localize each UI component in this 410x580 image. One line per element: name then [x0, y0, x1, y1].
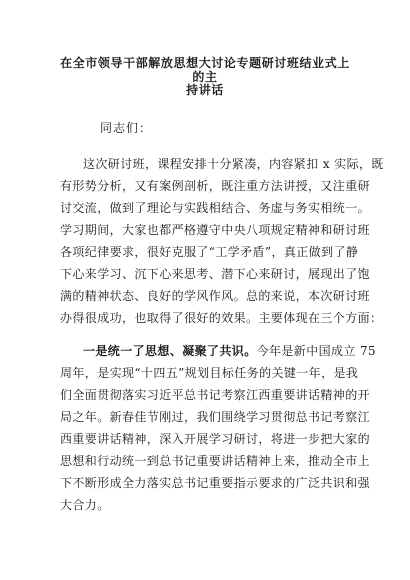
- greeting: 同志们：: [100, 121, 153, 135]
- paragraph-2-lead: 一是统一了思想、凝聚了共识。: [83, 344, 257, 358]
- paragraph-1-line: 满的精神状态、良好的学风作风。总的来说，本次研讨班: [60, 289, 371, 303]
- paragraph-2-first-line-rest: 今年是新中国成立 75: [256, 344, 377, 358]
- document-title-line-2: 持讲话: [186, 83, 224, 97]
- paragraph-1-line: 有形势分析，又有案例剖析，既注重方法讲授，又注重研: [60, 179, 371, 193]
- paragraph-2-line: 下不断形成全力落实总书记重要指示要求的广泛共识和强: [60, 476, 371, 490]
- paragraph-2-line: 局之年。新春佳节刚过，我们围绕学习贯彻总书记考察江: [60, 410, 371, 424]
- paragraph-1-line: 学习期间，大家也都严格遵守中央八项规定精神和研讨班: [60, 223, 371, 237]
- paragraph-2-first-line: [83, 344, 383, 358]
- paragraph-1-line: 下心来学习、沉下心来思考、潜下心来研讨，展现出了饱: [60, 267, 371, 281]
- paragraph-1-line: 各项纪律要求，很好克服了“工学矛盾”，真正做到了静: [60, 245, 359, 259]
- paragraph-2-line: 大合力。: [60, 498, 110, 512]
- paragraph-2-line: 西重要讲话精神，深入开展学习研讨，将进一步把大家的: [60, 432, 371, 446]
- paragraph-2-line: 们全面贯彻落实习近平总书记考察江西重要讲话精神的开: [60, 388, 371, 402]
- document-title-line-1: 在全市领导干部解放思想大讨论专题研讨班结业式上的主: [60, 56, 350, 84]
- paragraph-2-line: 周年，是实现“十四五”规划目标任务的关键一年，是我: [60, 366, 359, 380]
- paragraph-1-line: 这次研讨班，课程安排十分紧凑，内容紧扣 x 实际，既: [83, 157, 384, 171]
- paragraph-1-line: 讨交流，做到了理论与实践相结合、务虚与务实相统一。: [60, 201, 371, 215]
- paragraph-2-line: 思想和行动统一到总书记重要讲话精神上来，推动全市上: [60, 454, 371, 468]
- paragraph-1-line: 办得很成功，也取得了很好的效果。主要体现在三个方面：: [60, 311, 383, 325]
